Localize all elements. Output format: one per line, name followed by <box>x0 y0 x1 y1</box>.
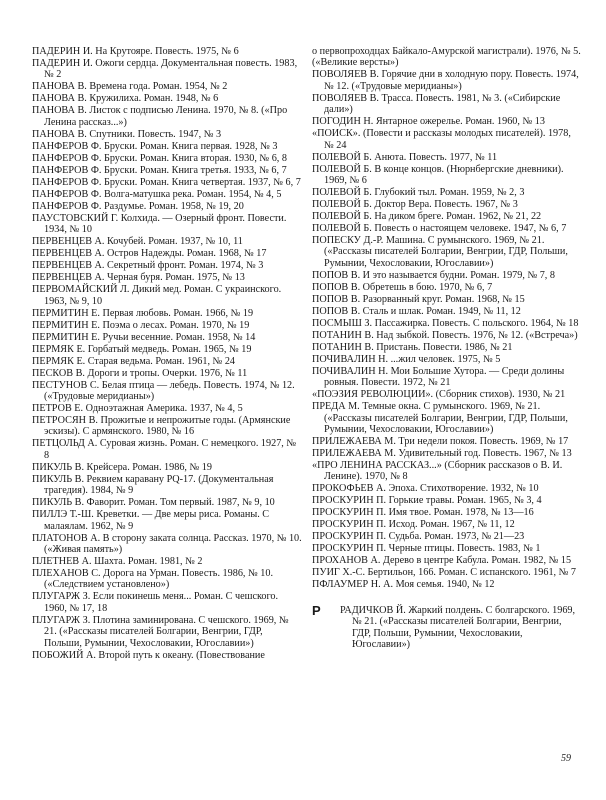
bibliography-entry: ПРОСКУРИН П. Судьба. Роман. 1973, № 21—23 <box>312 531 525 543</box>
bibliography-entry: ПАУСТОВСКИЙ Г. Колхида. — Озерный фронт. Повести. 1934, № 10 <box>32 212 287 236</box>
bibliography-entry: ПЕСКОВ В. Дороги и тропы. Очерки. 1976, № 11 <box>32 367 248 379</box>
bibliography-entry: ПОТАНИН В. Над зыбкой. Повесть. 1976, № 12. («Встреча») <box>312 329 578 341</box>
bibliography-entry: ПОЛЕВОЙ Б. На диком бреге. Роман. 1962, № 21, 22 <box>312 211 542 223</box>
bibliography-entry: ПЕРВЕНЦЕВ А. Кочубей. Роман. 1937, № 10, 11 <box>32 236 243 248</box>
bibliography-entry: ПЛУГАРЖ З. Если покинешь меня... Роман. С чешского. 1960, № 17, 18 <box>32 591 279 614</box>
bibliography-entry: ПОСМЫШ З. Пассажирка. Повесть. С польского. 1964, № 18 <box>312 317 579 329</box>
bibliography-entry: ПРОСКУРИН П. Исход. Роман. 1967, № 11, 12 <box>312 519 515 531</box>
right-column-entries <box>312 46 582 591</box>
bibliography-entry: ПИКУЛЬ В. Реквием каравану PQ-17. (Документальная трагедия). 1984, № 9 <box>32 473 274 497</box>
bibliography-entry: «ПРО ЛЕНИНА РАССКАЗ...» (Сборник рассказов о В. И. Ленине). 1970, № 8 <box>312 460 563 483</box>
section-letter: Р <box>312 602 321 618</box>
bibliography-entry: ПАДЕРИН И. Ожоги сердца. Документальная повесть. 1983, № 2 <box>32 58 298 81</box>
bibliography-entry: ПОЛЕВОЙ Б. Повесть о настоящем человеке. 1947, № 6, 7 <box>312 223 567 235</box>
bibliography-entry: ПЕРМИТИН Е. Ручьи весенние. Роман. 1958, № 14 <box>32 331 256 343</box>
bibliography-entry: ПОЧИВАЛИН Н. Мои Большие Хутора. — Среди долины ровныя. Повести. 1972, № 21 <box>312 365 565 389</box>
bibliography-entry: ПАНФЕРОВ Ф. Волга-матушка река. Роман. 1954, № 4, 5 <box>32 188 282 200</box>
bibliography-entry: ПРОСКУРИН П. Черные птицы. Повесть. 1983, № 1 <box>312 543 541 555</box>
bibliography-entry: ПОЛЕВОЙ Б. Глубокий тыл. Роман. 1959, № 2, 3 <box>312 187 525 199</box>
bibliography-entry: ПРОХАНОВ А. Дерево в центре Кабула. Роман. 1982, № 15 <box>312 555 572 567</box>
right-column <box>312 46 582 651</box>
bibliography-entry: ПАНОВА В. Спутники. Повесть. 1947, № 3 <box>32 128 222 140</box>
bibliography-entry: ПАНОВА В. Листок с подписью Ленина. 1970, № 8. («Про Ленина рассказ...») <box>32 105 288 128</box>
bibliography-entry: ПАНОВА В. Времена года. Роман. 1954, № 2 <box>32 81 228 93</box>
bibliography-entry: ПАНФЕРОВ Ф. Бруски. Роман. Книга вторая. 1930, № 6, 8 <box>32 152 287 164</box>
bibliography-entry: ПРОСКУРИН П. Горькие травы. Роман. 1965, № 3, 4 <box>312 495 542 507</box>
bibliography-entry: «ПОЭЗИЯ РЕВОЛЮЦИИ». (Сборник стихов). 1930, № 21 <box>312 389 566 401</box>
bibliography-entry: ПЕРМИТИН Е. Поэма о лесах. Роман. 1970, № 19 <box>32 319 250 331</box>
bibliography-entry: ПОПОВ В. Разорванный круг. Роман. 1968, № 15 <box>312 293 525 305</box>
bibliography-entry: ПАНФЕРОВ Ф. Раздумье. Роман. 1958, № 19, 20 <box>32 200 244 212</box>
section-entry: РАДИЧКОВ Й. Жаркий полдень. С болгарского. 1969, № 21. («Рассказы писателей Болгарии, Венгрии, ГДР, Польши, Румынии, Чехословакии, Югославии») <box>340 604 576 651</box>
bibliography-entry: ПРОКОФЬЕВ А. Эпоха. Стихотворение. 1932, № 10 <box>312 483 539 495</box>
bibliography-entry: ПАНФЕРОВ Ф. Бруски. Роман. Книга первая. 1928, № 3 <box>32 140 278 152</box>
page-number: 59 <box>561 753 571 764</box>
bibliography-entry: ПОПОВ В. И это называется будни. Роман. 1979, № 7, 8 <box>312 269 555 281</box>
bibliography-entry: ПЕТРОСЯН В. Прожитые и непрожитые годы. (Армянские эскизы). С армянского. 1980, № 16 <box>32 415 291 438</box>
bibliography-entry: ПИКУЛЬ В. Крейсера. Роман. 1986, № 19 <box>32 461 212 473</box>
bibliography-entry: ПЛЕТНЕВ А. Шахта. Роман. 1981, № 2 <box>32 556 203 568</box>
bibliography-entry: ПЕРМЯК Е. Старая ведьма. Роман. 1961, № 24 <box>32 355 236 367</box>
bibliography-entry: ПИКУЛЬ В. Фаворит. Роман. Том первый. 1987, № 9, 10 <box>32 497 275 509</box>
bibliography-entry: ПОЧИВАЛИН Н. ...жил человек. 1975, № 5 <box>312 353 501 365</box>
bibliography-entry: ПРИЛЕЖАЕВА М. Удивительный год. Повесть. 1967, № 13 <box>312 448 572 460</box>
bibliography-entry: ПЕТРОВ Е. Одноэтажная Америка. 1937, № 4, 5 <box>32 403 243 415</box>
bibliography-entry: ПЕРМИТИН Е. Первая любовь. Роман. 1966, № 19 <box>32 307 254 319</box>
bibliography-entry: ПРЕДА М. Темные окна. С румынского. 1969, № 21. («Рассказы писателей Болгарии, Венгрии, ГДР, Польши, Румынии, Чехословакии, Югославии») <box>312 401 568 436</box>
bibliography-entry: ПЕРВОМАЙСКИЙ Л. Дикий мед. Роман. С украинского. 1963, № 9, 10 <box>32 284 282 307</box>
bibliography-entry: ПАДЕРИН И. На Крутояре. Повесть. 1975, № 6 <box>32 46 239 57</box>
section-r <box>312 602 582 651</box>
bibliography-entry: ПАНОВА В. Кружилиха. Роман. 1948, № 6 <box>32 93 219 105</box>
bibliography-entry: ПОПЕСКУ Д.-Р. Машина. С румынского. 1969, № 21. («Рассказы писателей Болгарии, Венгрии, ГДР, Польши, Румынии, Чехословакии, Югославии») <box>312 235 568 269</box>
bibliography-entry: ПОЛЕВОЙ Б. Анюта. Повесть. 1977, № 11 <box>312 151 498 163</box>
bibliography-entry: ПЛЕХАНОВ С. Дорога на Урман. Повесть. 1986, № 10. («Следствием установлено») <box>32 568 274 591</box>
bibliography-entry: ПЕРВЕНЦЕВ А. Остров Надежды. Роман. 1968, № 17 <box>32 248 267 260</box>
bibliography-entry: ПФЛАУМЕР Н. А. Моя семья. 1940, № 12 <box>312 579 495 591</box>
bibliography-entry: ПЛАТОНОВ А. В сторону заката солнца. Рассказ. 1970, № 10. («Живая память») <box>32 532 302 556</box>
bibliography-entry: ПУИГ Х.-С. Бертильон, 166. Роман. С испанского. 1961, № 7 <box>312 567 577 579</box>
bibliography-entry: ПРОСКУРИН П. Имя твое. Роман. 1978, № 13—16 <box>312 507 534 519</box>
bibliography-entry: ПАНФЕРОВ Ф. Бруски. Роман. Книга четвертая. 1937, № 6, 7 <box>32 176 301 188</box>
bibliography-entry: ПАНФЕРОВ Ф. Бруски. Роман. Книга третья. 1933, № 6, 7 <box>32 164 287 176</box>
bibliography-entry: ПОТАНИН В. Пристань. Повести. 1986, № 21 <box>312 341 513 353</box>
bibliography-entry: ПРИЛЕЖАЕВА М. Три недели покоя. Повесть. 1969, № 17 <box>312 436 569 448</box>
bibliography-entry: о первопроходцах Байкало-Амурской магистрали). 1976, № 5. («Великие версты») <box>312 46 581 69</box>
bibliography-entry: ПЕРВЕНЦЕВ А. Черная буря. Роман. 1975, № 13 <box>32 272 245 284</box>
bibliography-entry: ПИЛЛЭ Т.-Ш. Креветки. — Две меры риса. Романы. С малаялам. 1962, № 9 <box>32 509 270 532</box>
bibliography-entry: «ПОИСК». (Повести и рассказы молодых писателей). 1978, № 24 <box>312 128 571 151</box>
bibliography-entry: ПЕСТУНОВ С. Белая птица — лебедь. Повесть. 1974, № 12. («Трудовые меридианы») <box>32 379 295 403</box>
bibliography-entry: ПОВОЛЯЕВ В. Горячие дни в холодную пору. Повесть. 1974, № 12. («Трудовые меридианы») <box>312 69 579 92</box>
left-column <box>32 46 302 662</box>
bibliography-entry: ПЕРМЯК Е. Горбатый медведь. Роман. 1965, № 19 <box>32 343 252 355</box>
bibliography-entry: ПЕРВЕНЦЕВ А. Секретный фронт. Роман. 1974, № 3 <box>32 260 264 272</box>
bibliography-entry: ПОПОВ В. Сталь и шлак. Роман. 1949, № 11, 12 <box>312 305 521 317</box>
bibliography-entry: ПОГОДИН Н. Янтарное ожерелье. Роман. 1960, № 13 <box>312 116 545 128</box>
bibliography-entry: ПЛУГАРЖ З. Плотина заминирована. С чешского. 1969, № 21. («Рассказы писателей Болгарии, Венгрии, ГДР, Польши, Румынии, Чехословакии, Югославии») <box>32 614 289 649</box>
bibliography-entry: ПОБОЖИЙ А. Второй путь к океану. (Повествование <box>32 649 265 661</box>
bibliography-entry: ПОПОВ В. Обретешь в бою. 1970, № 6, 7 <box>312 281 493 293</box>
bibliography-entry: ПЕТЦОЛЬД А. Суровая жизнь. Роман. С немецкого. 1927, № 8 <box>32 438 297 461</box>
bibliography-entry: ПОЛЕВОЙ Б. В конце концов. (Нюрнбергские дневники). 1969, № 6 <box>312 163 564 187</box>
bibliography-entry: ПОВОЛЯЕВ В. Трасса. Повесть. 1981, № 3. («Сибирские дали») <box>312 92 561 116</box>
bibliography-entry: ПОЛЕВОЙ Б. Доктор Вера. Повесть. 1967, № 3 <box>312 199 518 211</box>
